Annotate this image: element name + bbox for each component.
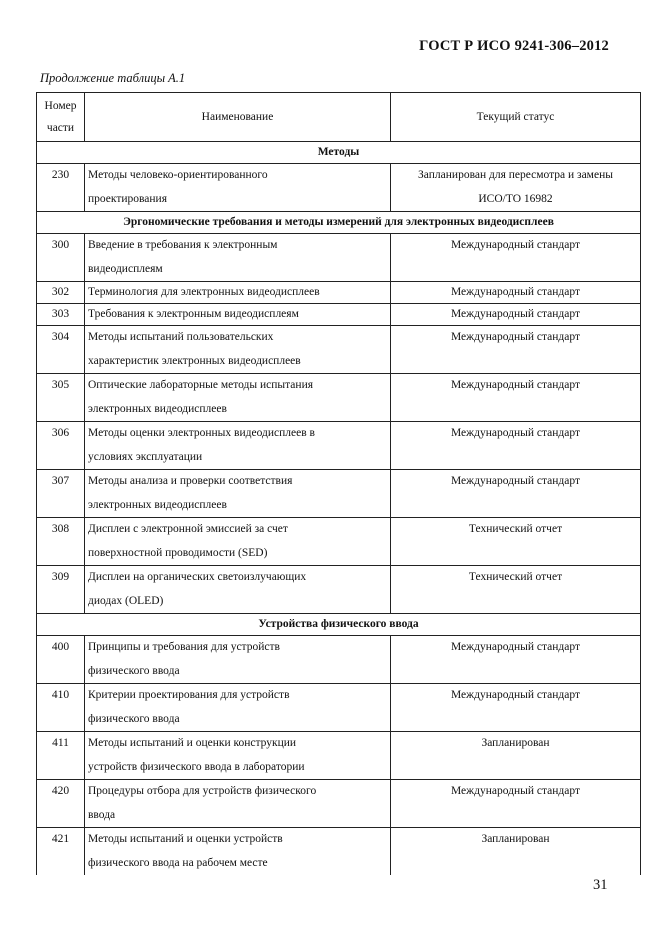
- part-name-line: Методы человеко-ориентированного: [88, 169, 268, 181]
- part-name-line: Дисплеи на органических светоизлучающих: [88, 571, 307, 583]
- part-number: 230: [37, 164, 85, 212]
- part-name-line: Методы испытаний пользовательских: [88, 331, 274, 343]
- part-name-line: устройств физического ввода в лаборатории: [88, 760, 305, 773]
- part-name-line: Требования к электронным видеодисплеям: [88, 308, 299, 320]
- part-status: [391, 374, 641, 422]
- table-row: [37, 164, 641, 212]
- part-name-line: физического ввода на рабочем месте: [88, 856, 268, 869]
- table-row: [37, 234, 641, 282]
- table-row: [37, 732, 641, 780]
- part-status-line: Международный стандарт: [450, 475, 581, 487]
- column-header-number-line1: Номер: [44, 100, 77, 112]
- part-status-line: Запланирован: [481, 737, 550, 749]
- part-status-line: Международный стандарт: [450, 427, 581, 439]
- column-header-number-line2: части: [46, 122, 75, 134]
- part-name-line: Методы испытаний и оценки устройств: [88, 833, 283, 845]
- column-header-status: Текущий статус: [391, 93, 641, 142]
- part-number: 300: [37, 234, 85, 282]
- part-name-line: Критерии проектирования для устройств: [88, 689, 290, 701]
- part-name-line: электронных видеодисплеев: [88, 402, 227, 415]
- part-status: [391, 828, 641, 876]
- part-name-line: Терминология для электронных видеодисплеев: [88, 286, 320, 298]
- part-status: [391, 304, 641, 326]
- part-status-line: Международный стандарт: [450, 239, 581, 251]
- table-row: [37, 374, 641, 422]
- table-row: [37, 684, 641, 732]
- column-header-number: [37, 93, 85, 142]
- standards-table: [36, 92, 641, 875]
- part-status: [391, 282, 641, 304]
- part-number: 421: [37, 828, 85, 876]
- part-status: [391, 636, 641, 684]
- part-name-line: Процедуры отбора для устройств физического: [88, 785, 317, 797]
- part-number: 302: [37, 282, 85, 304]
- table-row: [37, 282, 641, 304]
- part-status-line: Международный стандарт: [450, 308, 581, 320]
- part-status: [391, 732, 641, 780]
- part-status: [391, 326, 641, 374]
- section-row: [37, 212, 641, 234]
- part-name: [85, 828, 391, 876]
- part-name-line: Введение в требования к электронным: [88, 239, 278, 251]
- part-name: [85, 684, 391, 732]
- part-name-line: электронных видеодисплеев: [88, 498, 227, 511]
- part-status: [391, 780, 641, 828]
- table-row: [37, 304, 641, 326]
- part-name-line: поверхностной проводимости (SED): [88, 546, 268, 559]
- part-number: 303: [37, 304, 85, 326]
- page-number: 31: [593, 877, 608, 893]
- part-name-line: проектирования: [88, 192, 167, 205]
- part-name-line: видеодисплеям: [88, 262, 163, 275]
- part-number: 309: [37, 566, 85, 614]
- table-row: [37, 518, 641, 566]
- part-name: [85, 566, 391, 614]
- part-number: 308: [37, 518, 85, 566]
- part-status: [391, 566, 641, 614]
- part-name-line: Методы испытаний и оценки конструкции: [88, 737, 297, 749]
- table-row: [37, 780, 641, 828]
- section-row: [37, 142, 641, 164]
- part-status: [391, 684, 641, 732]
- part-status-line: Запланирован для пересмотра и замены: [418, 169, 613, 181]
- part-name-line: Оптические лабораторные методы испытания: [88, 379, 314, 391]
- document-code: ГОСТ Р ИСО 9241-306–2012: [419, 38, 609, 54]
- part-name: [85, 636, 391, 684]
- part-number: 410: [37, 684, 85, 732]
- part-number: 305: [37, 374, 85, 422]
- table-row: [37, 636, 641, 684]
- part-status-line: Международный стандарт: [450, 785, 581, 797]
- part-name: [85, 732, 391, 780]
- part-status: [391, 422, 641, 470]
- part-number: 400: [37, 636, 85, 684]
- part-number: 307: [37, 470, 85, 518]
- part-name-line: характеристик электронных видеодисплеев: [88, 354, 301, 367]
- section-title: Эргономические требования и методы измерений для электронных видеодисплеев: [37, 212, 641, 234]
- part-status-line: Международный стандарт: [450, 379, 581, 391]
- part-number: 411: [37, 732, 85, 780]
- part-name: [85, 164, 391, 212]
- part-status: [391, 470, 641, 518]
- part-name-line: Принципы и требования для устройств: [88, 641, 280, 653]
- part-status-line: Технический отчет: [468, 523, 563, 535]
- part-status-line: Запланирован: [481, 833, 550, 845]
- part-name-line: диодах (OLED): [88, 594, 164, 607]
- part-name-line: ввода: [88, 808, 116, 821]
- part-name-line: Методы анализа и проверки соответствия: [88, 475, 293, 487]
- part-name: [85, 282, 391, 304]
- part-status-line: Технический отчет: [468, 571, 563, 583]
- part-number: 306: [37, 422, 85, 470]
- table-row: [37, 422, 641, 470]
- part-name: [85, 518, 391, 566]
- table-header-row: [37, 93, 641, 142]
- table-row: [37, 470, 641, 518]
- part-name-line: Дисплеи с электронной эмиссией за счет: [88, 523, 288, 535]
- section-title: Методы: [37, 142, 641, 164]
- part-status-line: ИСО/ТО 16982: [478, 192, 553, 205]
- part-name-line: Методы оценки электронных видеодисплеев в: [88, 427, 315, 439]
- part-status-line: Международный стандарт: [450, 641, 581, 653]
- part-status: [391, 518, 641, 566]
- part-status-line: Международный стандарт: [450, 331, 581, 343]
- part-name: [85, 304, 391, 326]
- part-number: 420: [37, 780, 85, 828]
- part-name: [85, 326, 391, 374]
- part-name: [85, 422, 391, 470]
- table-row: [37, 326, 641, 374]
- section-row: [37, 614, 641, 636]
- part-status-line: Международный стандарт: [450, 286, 581, 298]
- part-status-line: Международный стандарт: [450, 689, 581, 701]
- table-row: [37, 566, 641, 614]
- part-status: [391, 234, 641, 282]
- section-title: Устройства физического ввода: [37, 614, 641, 636]
- part-number: 304: [37, 326, 85, 374]
- table-caption: Продолжение таблицы А.1: [40, 71, 186, 85]
- part-name-line: физического ввода: [88, 664, 180, 677]
- part-status: [391, 164, 641, 212]
- part-name-line: условиях эксплуатации: [88, 450, 203, 463]
- column-header-name: Наименование: [85, 93, 391, 142]
- part-name: [85, 470, 391, 518]
- part-name-line: физического ввода: [88, 712, 180, 725]
- table-row: [37, 828, 641, 876]
- part-name: [85, 374, 391, 422]
- part-name: [85, 234, 391, 282]
- part-name: [85, 780, 391, 828]
